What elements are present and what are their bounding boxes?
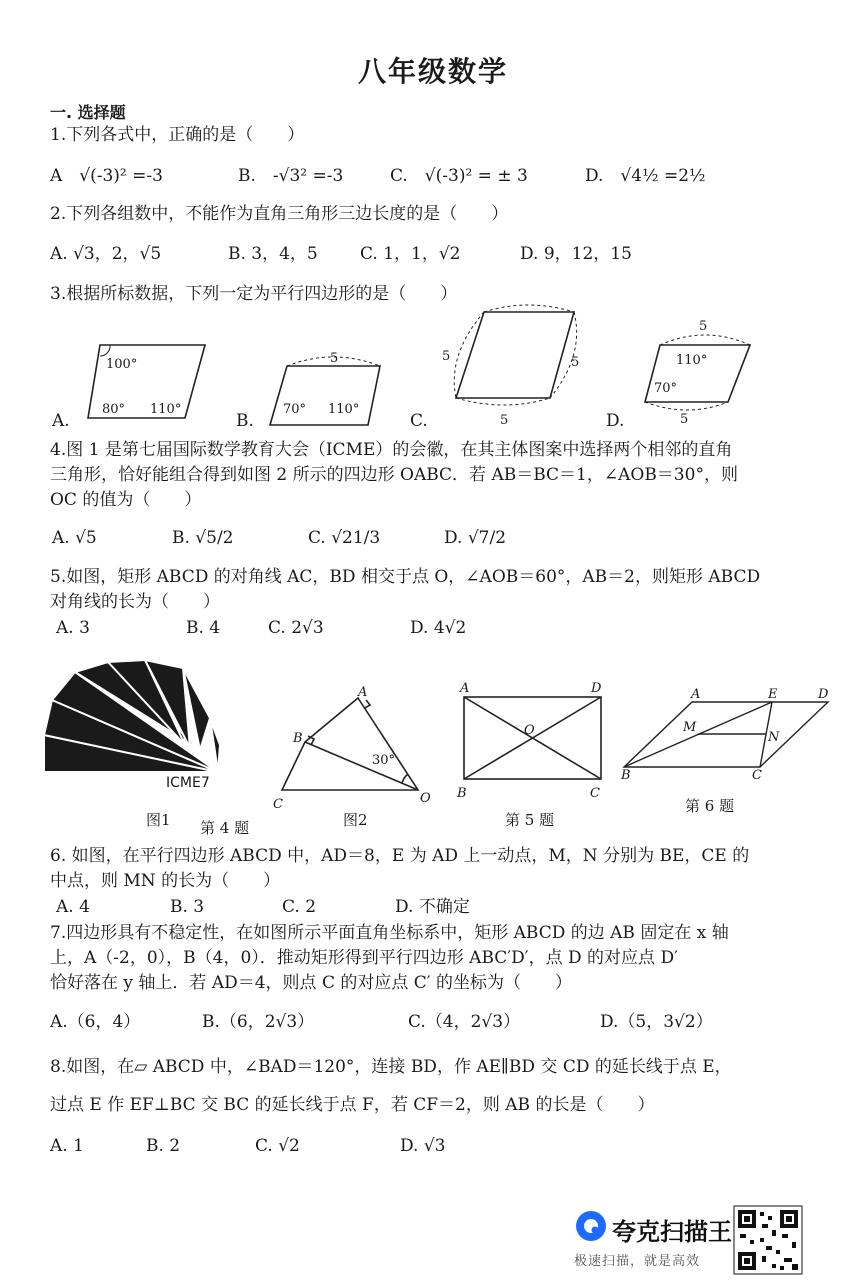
fig6-label-d: D: [818, 687, 829, 702]
q8-stem-line-1: 8.如图，在▱ ABCD 中，∠BAD＝120°，连接 BD，作 AE∥BD 交 CD 的延长线于点 E，: [50, 1057, 732, 1077]
q6-option-c: C. 2: [282, 897, 317, 917]
section-heading: 一. 选择题: [50, 103, 126, 122]
q5-figure-caption: 第 5 题: [505, 811, 555, 829]
q5-option-b: B. 4: [186, 618, 221, 638]
q5-stem-line-2: 对角线的长为（ ）: [50, 592, 220, 612]
q3-option-c: C.: [410, 411, 428, 431]
watermark-brand: 夸克扫描王: [612, 1218, 732, 1246]
q7-option-b: B.（6，2√3）: [202, 1012, 315, 1032]
fig6-label-e: E: [768, 687, 778, 702]
q3-fig-d-side-top: 5: [699, 319, 708, 334]
q7-option-c: C.（4，2√3）: [408, 1012, 521, 1032]
qr-code-icon: [734, 1206, 802, 1274]
q5-option-a: A. 3: [56, 618, 90, 638]
fig1-caption: 图1: [146, 811, 171, 829]
fig2-angle: 30°: [372, 753, 396, 768]
q3-fig-d-side-bottom: 5: [680, 412, 689, 427]
fig2-label-a: A: [358, 685, 368, 700]
q5-option-c: C. 2√3: [268, 618, 324, 638]
q2-option-a: A. √3，2，√5: [50, 244, 162, 264]
q4-option-d: D. √7/2: [444, 528, 507, 548]
q6-stem-line-1: 6. 如图，在平行四边形 ABCD 中，AD＝8，E 为 AD 上一动点，M，N 分别为 BE，CE 的: [50, 846, 750, 866]
q2-option-b: B. 3，4，5: [228, 244, 318, 264]
q4-option-b: B. √5/2: [172, 528, 234, 548]
q7-stem-line-1: 7.四边形具有不稳定性，在如图所示平面直角坐标系中，矩形 ABCD 的边 AB 固定在 x 轴: [50, 923, 729, 943]
quark-logo-icon: [576, 1211, 606, 1241]
q1-stem: 1.下列各式中，正确的是（ ）: [50, 125, 305, 145]
q3-fig-d-angle-1: 110°: [676, 353, 708, 368]
fig5-label-c: C: [590, 786, 600, 801]
q3-option-b: B.: [236, 411, 254, 431]
q3-fig-d-angle-2: 70°: [654, 381, 678, 396]
q4-stem-line-1: 4.图 1 是第七届国际数学教育大会（ICME）的会徽，在其主体图案中选择两个相邻的直角: [50, 440, 733, 460]
q5-stem-line-1: 5.如图，矩形 ABCD 的对角线 AC，BD 相交于点 O，∠AOB＝60°，AB＝2，则矩形 ABCD: [50, 567, 761, 587]
q7-option-d: D.（5，3√2）: [600, 1012, 713, 1032]
q8-option-d: D. √3: [400, 1136, 446, 1156]
icme-logo-text: ICME7: [166, 775, 210, 791]
fig6-label-n: N: [768, 730, 780, 745]
q3-fig-c-side-left: 5: [442, 349, 451, 364]
q2-option-d: D. 9，12，15: [520, 244, 632, 264]
q3-fig-b-bl-angle: 70°: [283, 402, 307, 417]
fig5-label-a: A: [460, 681, 470, 696]
q4-stem-line-2: 三角形，恰好能组合得到如图 2 所示的四边形 OABC．若 AB＝BC＝1，∠AOB＝30°，则: [50, 465, 738, 485]
q4-figure-caption: 第 4 题: [200, 819, 250, 837]
fig6-label-a: A: [691, 687, 701, 702]
q4-option-a: A. √5: [52, 528, 97, 548]
fig6-label-b: B: [621, 768, 631, 783]
q8-option-a: A. 1: [50, 1136, 84, 1156]
q7-option-a: A.（6，4）: [50, 1012, 141, 1032]
q5-option-d: D. 4√2: [410, 618, 467, 638]
q3-fig-b-br-angle: 110°: [328, 402, 360, 417]
page-title: 八年级数学: [358, 55, 509, 88]
q2-stem: 2.下列各组数中，不能作为直角三角形三边长度的是（ ）: [50, 204, 509, 224]
q6-stem-line-2: 中点，则 MN 的长为（ ）: [50, 871, 281, 891]
q6-figure-caption: 第 6 题: [685, 797, 735, 815]
q8-option-b: B. 2: [146, 1136, 181, 1156]
q3-fig-a-br-angle: 110°: [150, 402, 182, 417]
watermark-slogan: 极速扫描，就是高效: [574, 1254, 701, 1269]
q1-option-d: D. √4½ =2½: [585, 166, 706, 186]
q7-stem-line-3: 恰好落在 y 轴上．若 AD＝4，则点 C 的对应点 C′ 的坐标为（ ）: [50, 973, 573, 993]
fig6-label-c: C: [752, 768, 762, 783]
q3-fig-a-top-angle: 100°: [106, 357, 138, 372]
fig2-label-c: C: [273, 797, 283, 812]
q1-option-b: B. -√3² =-3: [238, 166, 344, 186]
q2-option-c: C. 1，1，√2: [360, 244, 461, 264]
fig2-label-b: B: [293, 731, 303, 746]
q3-option-d: D.: [606, 411, 625, 431]
q3-fig-a-bl-angle: 80°: [102, 402, 126, 417]
fig5-label-d: D: [591, 681, 602, 696]
q3-fig-c-side-bottom: 5: [500, 413, 509, 428]
q3-option-a: A.: [52, 411, 70, 431]
q3-stem: 3.根据所标数据，下列一定为平行四边形的是（ ）: [50, 284, 458, 304]
fig2-label-o: O: [420, 791, 431, 806]
q8-stem-line-2: 过点 E 作 EF⊥BC 交 BC 的延长线于点 F，若 CF＝2，则 AB 的长是（ ）: [50, 1095, 655, 1115]
q6-option-d: D. 不确定: [395, 897, 470, 917]
q3-fig-c-side-right: 5: [571, 355, 580, 370]
fig6-label-m: M: [683, 720, 697, 735]
fig5-label-o: O: [524, 723, 535, 738]
q6-option-b: B. 3: [170, 897, 205, 917]
q1-option-c: C. √(-3)² = ± 3: [390, 166, 528, 186]
fig2-caption: 图2: [343, 811, 368, 829]
q8-option-c: C. √2: [255, 1136, 300, 1156]
q4-stem-line-3: OC 的值为（ ）: [50, 490, 202, 510]
q6-option-a: A. 4: [56, 897, 90, 917]
q3-fig-b-side: 5: [330, 351, 339, 366]
q4-option-c: C. √21/3: [308, 528, 381, 548]
q1-option-a: A √(-3)² =-3: [50, 166, 163, 186]
fig5-label-b: B: [457, 786, 467, 801]
q7-stem-line-2: 上，A（-2，0），B（4，0）．推动矩形得到平行四边形 ABC′D′，点 D 的对应点 D′: [50, 948, 678, 968]
